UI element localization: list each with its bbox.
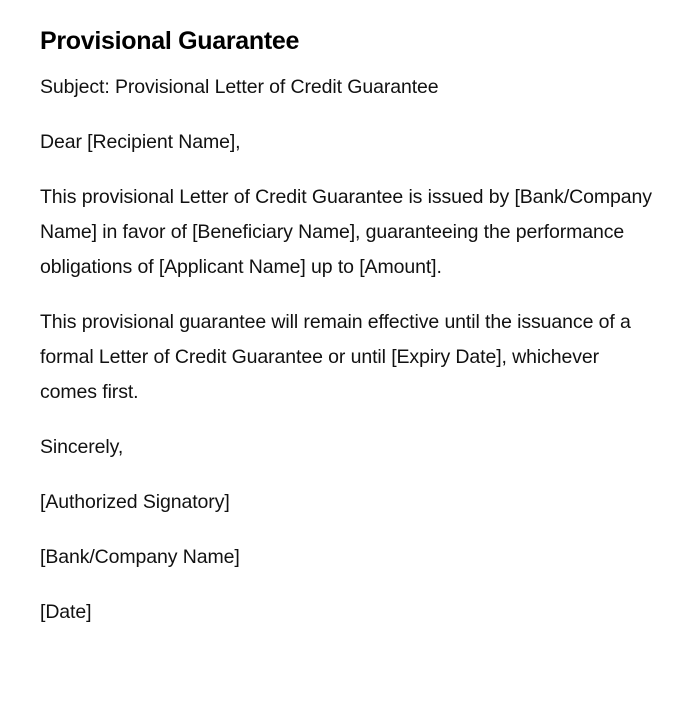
salutation: Dear [Recipient Name], (40, 131, 241, 153)
company-placeholder: [Bank/Company Name] (40, 546, 240, 568)
body-paragraph-validity: This provisional guarantee will remain effective until the issuance of a formal Letter of Credit Guarantee or until [Expiry Date], whichever comes first. (40, 311, 631, 403)
body-paragraph-issuance: This provisional Letter of Credit Guarantee is issued by [Bank/Company Name] in favor of [Beneficiary Name], guaranteeing the performance obligations of [Applicant Name] up to [Amount]. (40, 186, 652, 278)
document-title: Provisional Guarantee (40, 27, 300, 55)
signatory-placeholder: [Authorized Signatory] (40, 491, 230, 513)
date-placeholder: [Date] (40, 601, 92, 623)
closing: Sincerely, (40, 436, 124, 458)
subject-line: Subject: Provisional Letter of Credit Guarantee (40, 76, 439, 98)
